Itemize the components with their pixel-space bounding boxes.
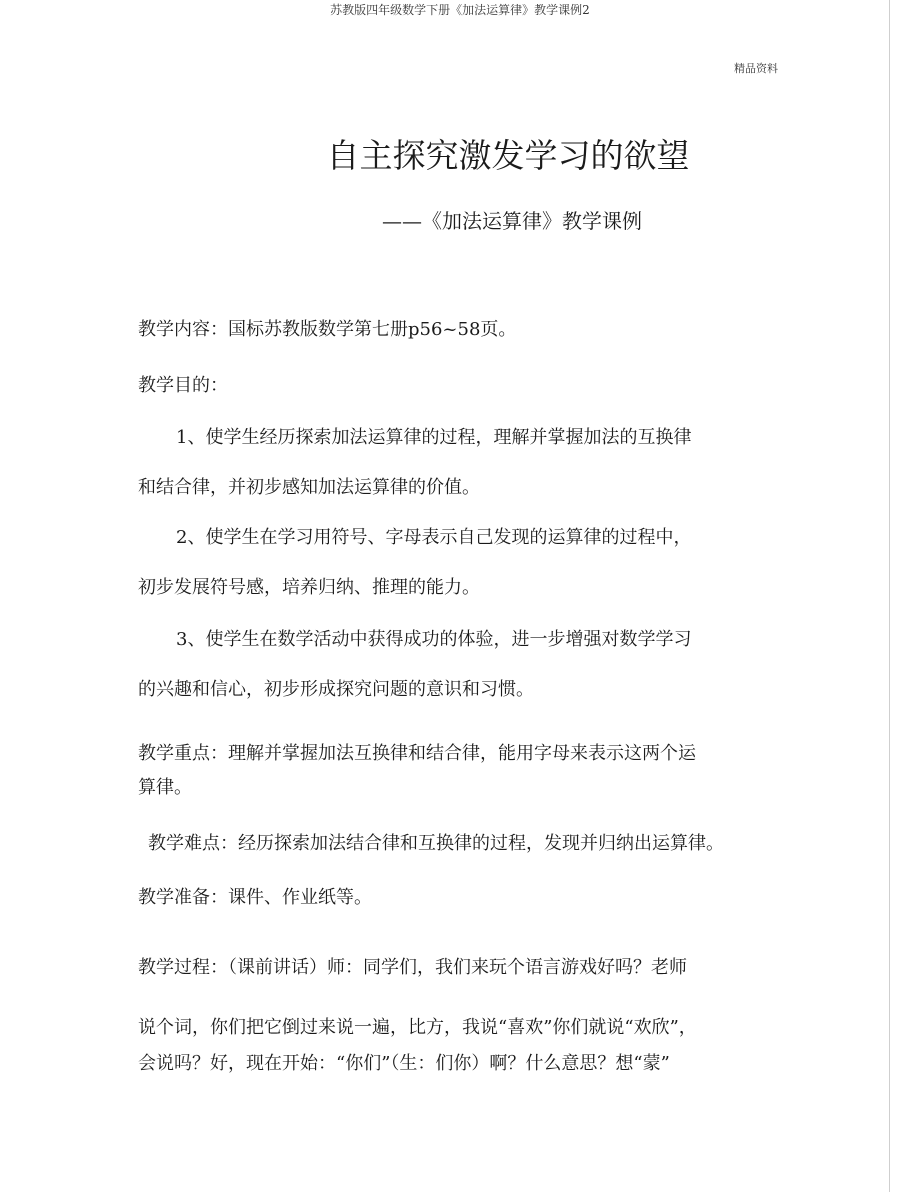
running-header: 苏教版四年级数学下册《加法运算律》教学课例2 — [330, 3, 590, 17]
preparation-line: 教学准备：课件、作业纸等。 — [138, 887, 372, 908]
page-edge-line — [889, 0, 890, 1192]
process-line-3: 会说吗？好，现在开始：“你们”（生：们你）啊？什么意思？想“蒙” — [138, 1053, 670, 1074]
process-line-2: 说个词，你们把它倒过来说一遍，比方，我说“喜欢”你们就说“欢欣”， — [138, 1017, 697, 1038]
document-title: 自主探究激发学习的欲望 — [326, 136, 690, 175]
objective-2-line-2: 初步发展符号感，培养归纳、推理的能力。 — [138, 577, 480, 598]
difficulty-line: 教学难点：经历探索加法结合律和互换律的过程，发现并归纳出运算律。 — [148, 833, 724, 854]
process-line-1: 教学过程：（课前讲话）师：同学们，我们来玩个语言游戏好吗？老师 — [138, 957, 687, 978]
objective-3-line-1: 3、使学生在数学活动中获得成功的体验，进一步增强对数学学习 — [176, 629, 692, 650]
objectives-label: 教学目的： — [138, 375, 228, 396]
document-subtitle: ——《加法运算律》教学课例 — [382, 209, 642, 233]
teaching-content: 教学内容：国标苏教版数学第七册p56~58页。 — [138, 319, 517, 340]
objective-3-line-2: 的兴趣和信心，初步形成探究问题的意识和习惯。 — [138, 679, 534, 700]
objective-1-line-1: 1、使学生经历探索加法运算律的过程，理解并掌握加法的互换律 — [176, 427, 692, 448]
objective-2-line-1: 2、使学生在学习用符号、字母表示自己发现的运算律的过程中， — [176, 527, 692, 548]
key-points-line-1: 教学重点：理解并掌握加法互换律和结合律，能用字母来表示这两个运 — [138, 743, 696, 764]
key-points-line-2: 算律。 — [138, 777, 192, 798]
objective-1-line-2: 和结合律，并初步感知加法运算律的价值。 — [138, 477, 480, 498]
quality-tag: 精品资料 — [734, 62, 778, 75]
